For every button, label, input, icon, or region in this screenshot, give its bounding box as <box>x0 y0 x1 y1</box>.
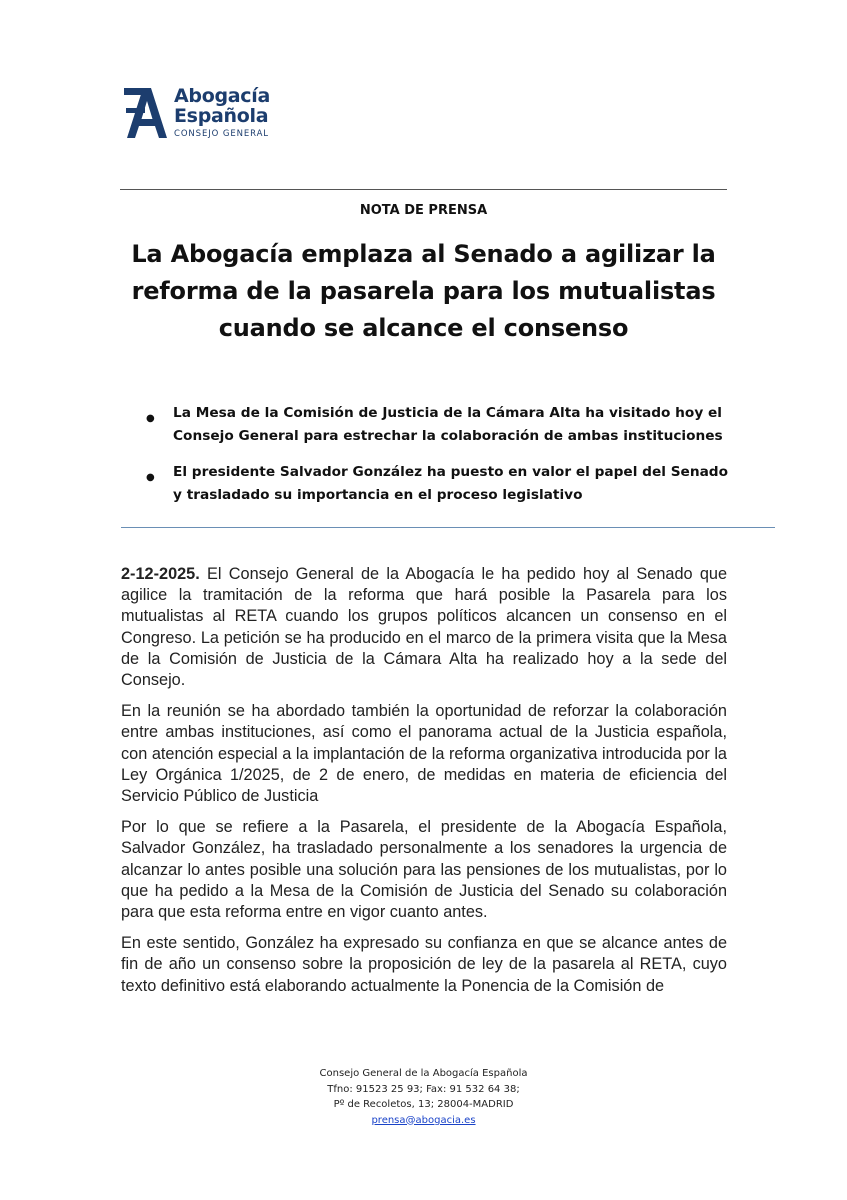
summary-bullet <box>146 402 746 448</box>
footer-address: Pº de Recoletos, 13; 28004-MADRID <box>333 1099 514 1110</box>
bullet-line: La Mesa de la Comisión de Justicia de la Cámara Alta ha visitado hoy el <box>173 405 722 421</box>
footer-phone-fax: Tfno: 91523 25 93; Fax: 91 532 64 38; <box>327 1083 520 1095</box>
brand-name-line1: Abogacía <box>174 85 270 107</box>
summary-bullets <box>146 402 746 520</box>
bullet-line: El presidente Salvador González ha puesto en valor el papel del Senado <box>173 464 729 480</box>
brand-logo <box>124 86 270 140</box>
article-paragraph: En este sentido, González ha expresado su confianza en que se alcance antes de fin de año un consenso sobre la proposición de ley de la pasarela al RETA, cuyo texto definitivo está elaborando actualmente la Ponencia de la Comisión de <box>121 934 727 995</box>
article-paragraph <box>121 564 727 691</box>
article-paragraph: En la reunión se ha abordado también la oportunidad de reforzar la colaboración entre ambas instituciones, así como el panorama actual de la Justicia española, con atención especial a la implantación de la reforma organizativa introducida por la Ley Orgánica 1/2025, de 2 de enero, de medidas en materia de eficiencia del Servicio Público de Justicia <box>121 702 727 806</box>
article-date: 2-12-2025. <box>121 565 200 583</box>
bullet-line: y trasladado su importancia en el proceso legislativo <box>173 487 583 503</box>
headline-line: cuando se alcance el consenso <box>218 314 629 342</box>
bullet-line: Consejo General para estrechar la colaboración de ambas instituciones <box>173 428 723 444</box>
brand-name-line2: Española <box>174 105 269 127</box>
article-paragraph: Por lo que se refiere a la Pasarela, el presidente de la Abogacía Española, Salvador González, ha trasladado personalmente a los senadores la urgencia de alcanzar lo antes posible una solución para las pensiones de los mutualistas, por lo que ha pedido a la Mesa de la Comisión de Justicia del Senado su colaboración para que esta reforma entre en vigor cuanto antes. <box>121 818 727 922</box>
article-body <box>121 564 727 1007</box>
bullet-dot-icon: ● <box>146 472 155 483</box>
summary-bullet <box>146 461 746 507</box>
footer-org: Consejo General de la Abogacía Española <box>319 1068 528 1079</box>
header-divider <box>120 189 727 190</box>
footer-email-link[interactable]: prensa@abogacia.es <box>371 1114 476 1126</box>
headline <box>60 236 787 347</box>
headline-line: La Abogacía emplaza al Senado a agilizar la <box>131 240 716 268</box>
footer-contact <box>0 1066 847 1128</box>
press-release-label: NOTA DE PRENSA <box>359 203 488 218</box>
abogacia-logo-icon <box>124 86 168 140</box>
paragraph-text: El Consejo General de la Abogacía le ha pedido hoy al Senado que agilice la tramitación de la reforma que hará posible la Pasarela para los mutualistas al RETA cuando los grupos políticos alcancen un consenso en el Congreso. La petición se ha producido en el marco de la primera visita que la Mesa de la Comisión de Justicia de la Cámara Alta ha realizado hoy a la sede del Consejo. <box>121 565 727 690</box>
bullet-dot-icon: ● <box>146 413 155 424</box>
headline-line: reforma de la pasarela para los mutualistas <box>131 277 716 305</box>
brand-subtitle: CONSEJO GENERAL <box>174 129 269 139</box>
section-divider <box>121 527 775 528</box>
